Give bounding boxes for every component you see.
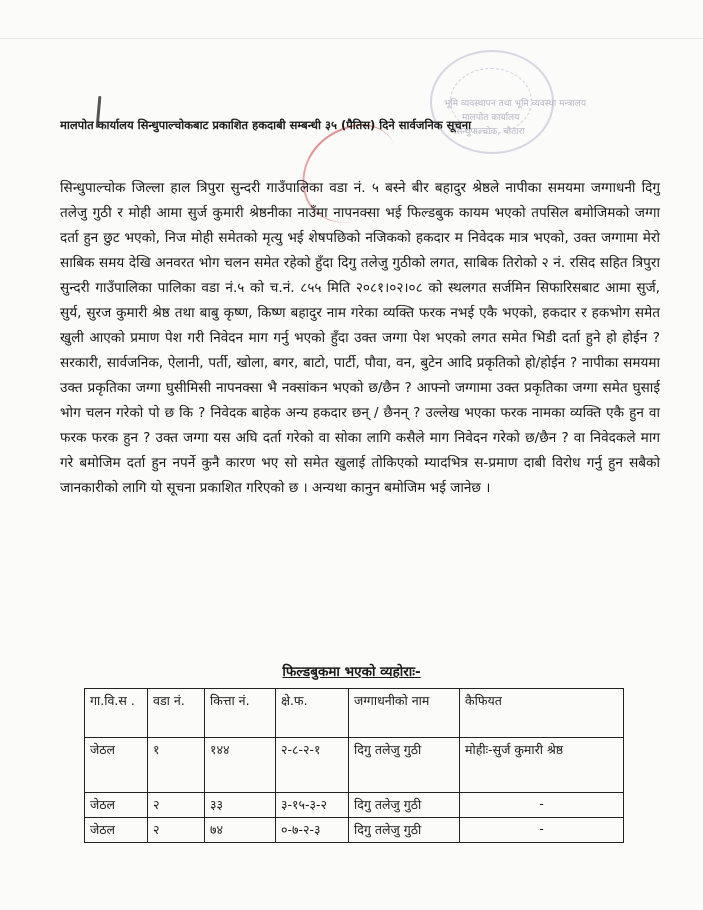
stamp-text-2: मालपोत कार्यालय	[462, 113, 520, 123]
cell-plot: ३३	[205, 793, 276, 818]
cell-remarks: -	[460, 818, 624, 843]
cell-remarks: -	[460, 793, 624, 818]
cell-owner: दिगु तलेजु गुठी	[349, 738, 460, 793]
cell-owner: दिगु तलेजु गुठी	[349, 793, 460, 818]
col-header-area: क्षे.फ.	[276, 689, 349, 738]
cell-ward: १	[148, 738, 205, 793]
cell-ward: २	[148, 818, 205, 843]
notice-body	[60, 176, 660, 501]
cell-plot: ७४	[205, 818, 276, 843]
cell-area: २-८-२-१	[276, 738, 349, 793]
col-header-vdc: गा.वि.स .	[85, 689, 148, 738]
cell-remarks: मोहीः-सुर्ज कुमारी श्रेष्ठ	[460, 738, 624, 793]
cell-area: ०-७-२-३	[276, 818, 349, 843]
table-header-row	[85, 689, 624, 738]
cell-vdc: जेठल	[85, 793, 148, 818]
col-header-plot: कित्ता नं.	[205, 689, 276, 738]
notice-title: मालपोत कार्यालय सिन्धुपाल्चोकबाट प्रकाशित हकदाबी सम्बन्धी ३५ (पैतिस) दिने सार्वजनिक सूचना	[60, 118, 472, 132]
col-header-ward: वडा नं.	[148, 689, 205, 738]
fieldbook-table	[84, 688, 624, 843]
col-header-remarks: कैफियत	[460, 689, 624, 738]
page-edge-line	[0, 38, 703, 39]
stamp-text-3: सिन्धुपाल्चोक, चौतारा	[454, 127, 525, 137]
cell-ward: २	[148, 793, 205, 818]
notice-paragraph: सिन्धुपाल्चोक जिल्ला हाल त्रिपुरा सुन्दरी गाउँपालिका वडा नं. ५ बस्ने बीर बहादुर श्रेष्ठले नापीका समयमा जग्गाधनी दिगु तलेजु गुठी र मोही आमा सुर्ज कुमारी श्रेष्ठनीका नाउँमा नापनक्सा भई फिल्डबुक कायम भएको तपसिल बमोजिमको जग्गा दर्ता हुन छुट भएको, निज मोही समेतको मृत्यु भई शेषपछिको नजिकको हकदार म निवेदक मात्र भएको, उक्त जग्गामा मेरो साबिक समय देखि अनवरत भोग चलन समेत रहेको हुँदा दिगु तलेजु गुठीको लगत, साबिक तिरोको २ नं. रसिद सहित त्रिपुरा सुन्दरी गाउँपालिका पालिका वडा नं.५ को च.नं. ८५५ मिति २०८१।०२।०८ को स्थलगत सर्जमिन सिफारिसबाट आमा सुर्ज, सुर्य, सुरज कुमारी श्रेष्ठ तथा बाबु कृष्ण, किष्ण बहादुर नाम गरेका व्यक्ति फरक नभई एकै भएको, हकदार र हकभोग समेत खुली आएको प्रमाण पेश गरी निवेदन माग गर्नु भएको हुँदा उक्त जग्गा पेश भएको लगत समेत भिडी दर्ता हुने हो होईन ? सरकारी, सार्वजनिक, ऐलानी, पर्ती, खोला, बगर, बाटो, पार्टी, पौवा, वन, बुटेन आदि प्रकृतिको हो/होईन ? नापीका समयमा उक्त प्रकृतिका जग्गा घुसीमिसी नापनक्सा भै नक्सांकन भएको छ/छैन ? आफ्नो जग्गामा उक्त प्रकृतिका जग्गा समेत घुसाई भोग चलन गरेको पो छ कि ? निवेदक बाहेक अन्य हकदार छन् / छैनन् ? उल्लेख भएका फरक नामका व्यक्ति एकै हुन वा फरक फरक हुन ? उक्त जग्गा यस अघि दर्ता गरेको वा सोका लागि कसैले माग निवेदन गरेको छ/छैन ? वा निवेदकले माग गरे बमोजिम दर्ता हुन नपर्ने कुनै कारण भए सो समेत खुलाई तोकिएको म्यादभित्र स-प्रमाण दाबी विरोध गर्नु हुन सबैको जानकारीको लागि यो सूचना प्रकाशित गरिएको छ । अन्यथा कानुन बमोजिम भई जानेछ ।	[60, 180, 660, 496]
cell-area: ३-१५-३-२	[276, 793, 349, 818]
stamp-text-1: भूमि व्यवस्थापन तथा भूमि व्यवस्था मन्त्रालय	[444, 99, 587, 109]
table-row	[85, 818, 624, 843]
cell-owner: दिगु तलेजु गुठी	[349, 818, 460, 843]
cell-vdc: जेठल	[85, 738, 148, 793]
cell-plot: १४४	[205, 738, 276, 793]
col-header-owner: जग्गाधनीको नाम	[349, 689, 460, 738]
table-caption-text: फिल्डबुकमा भएको व्यहोराः-	[282, 664, 421, 680]
table-row	[85, 793, 624, 818]
table-row	[85, 738, 624, 793]
table-caption	[0, 662, 703, 680]
cell-vdc: जेठल	[85, 818, 148, 843]
office-stamp	[430, 50, 587, 154]
